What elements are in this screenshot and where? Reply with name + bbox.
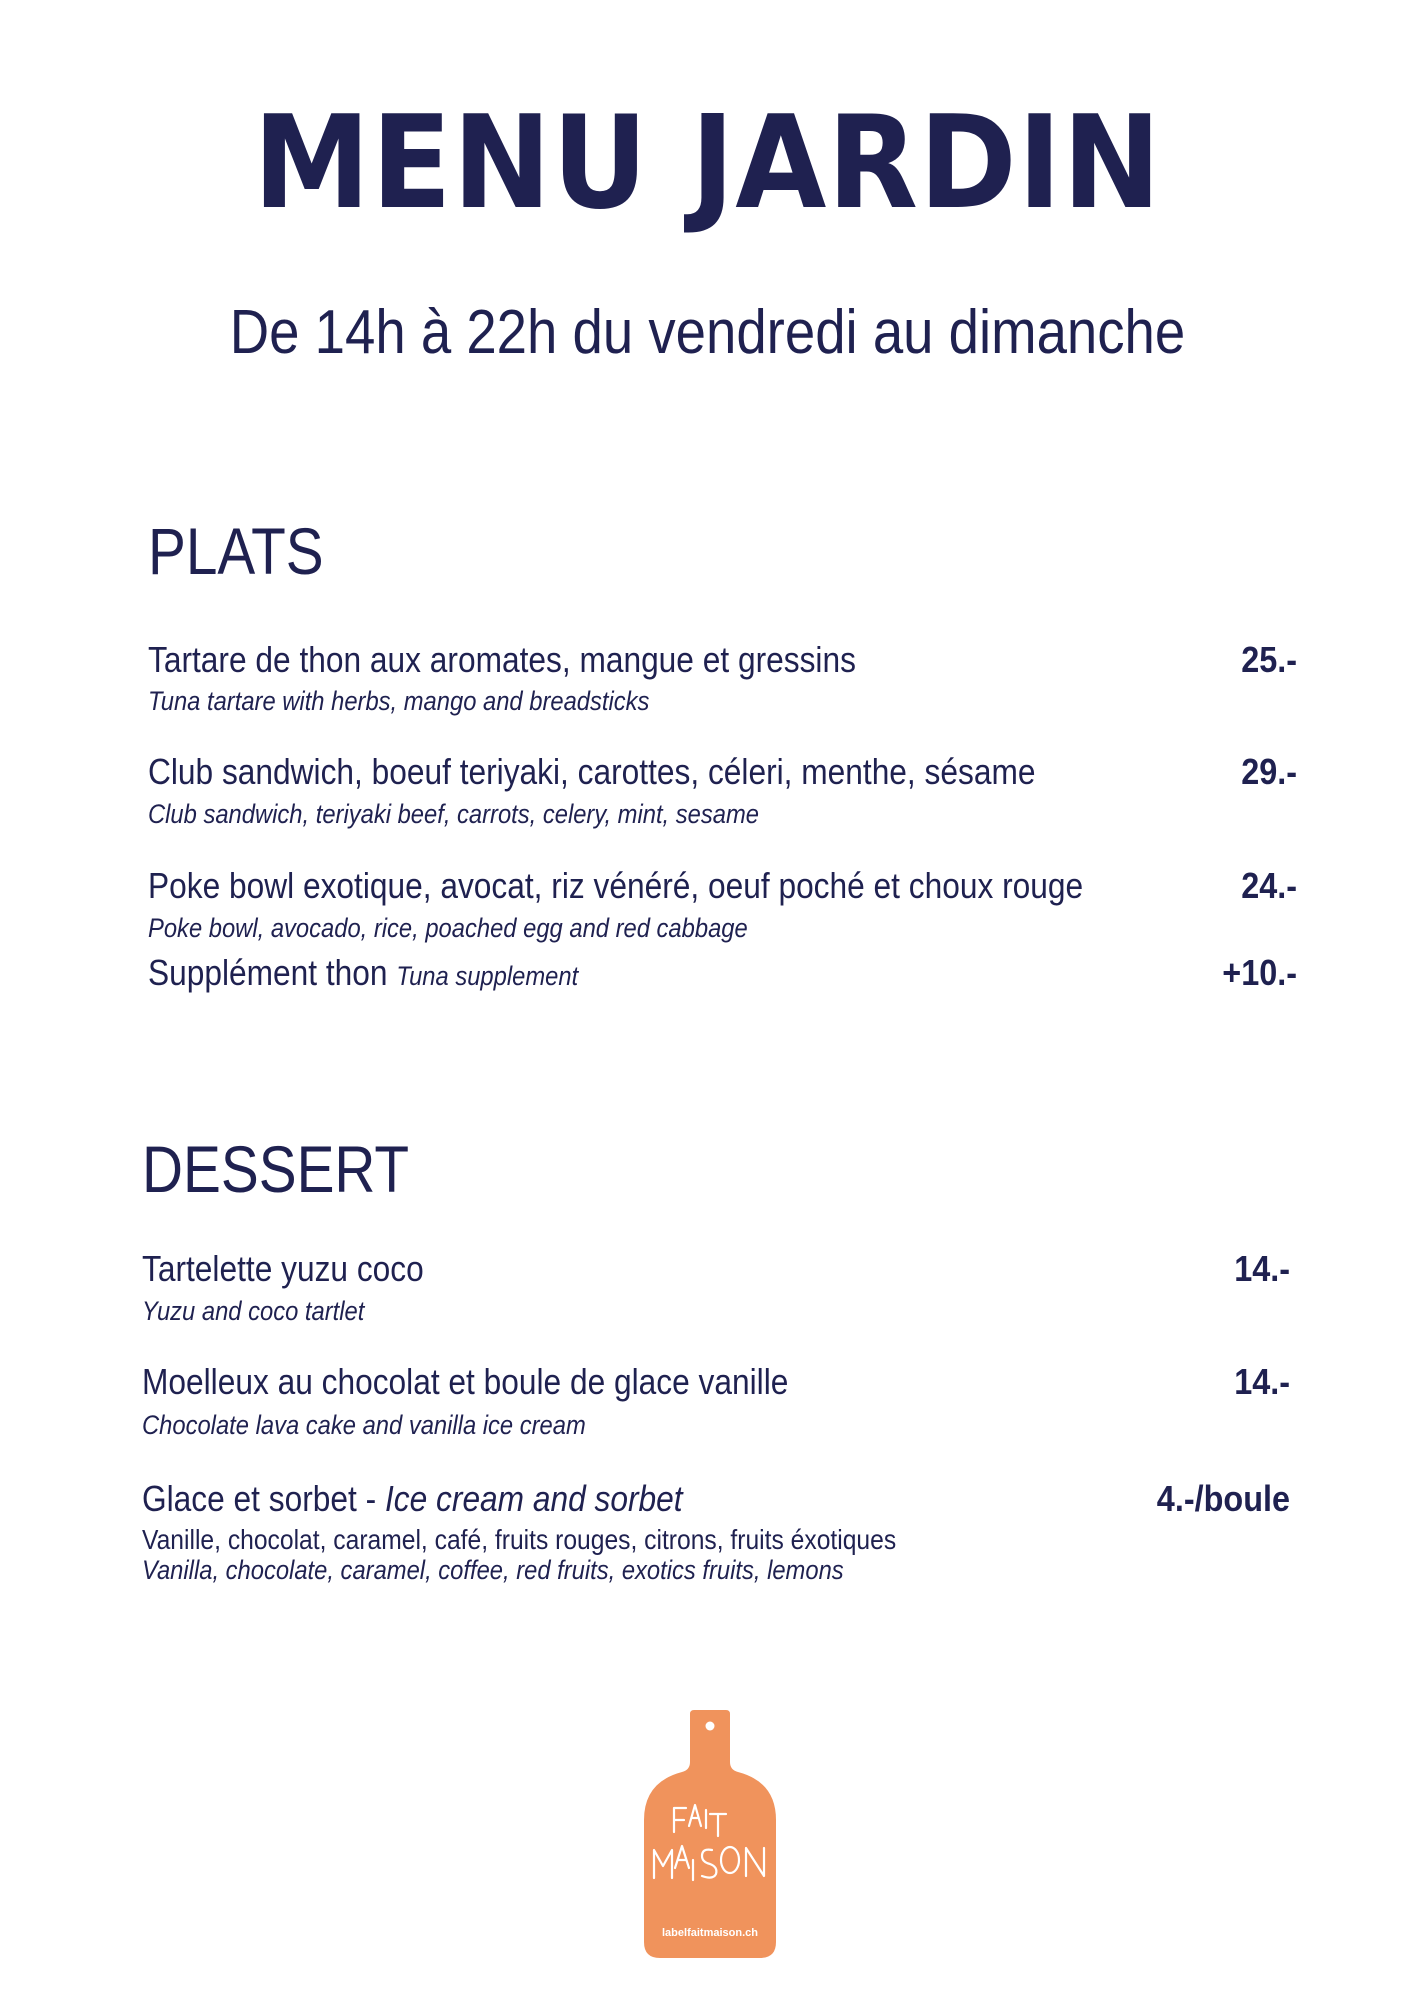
item-translation: Tuna tartare with herbs, mango and breadsticks (148, 686, 650, 716)
item-translation: Club sandwich, teriyaki beef, carrots, celery, mint, sesame (148, 799, 759, 829)
logo-url: labelfaitmaison.ch (662, 1927, 758, 1939)
section-title-plats: PLATS (148, 514, 324, 588)
item-name: Club sandwich, boeuf teriyaki, carottes, céleri, menthe, sésame (148, 751, 1036, 792)
item-name-fr: Glace et sorbet - (142, 1478, 385, 1519)
supplement-price: +10.- (1222, 952, 1297, 993)
item-name: Poke bowl exotique, avocat, riz vénéré, oeuf poché et choux rouge (148, 865, 1084, 906)
cutting-board-logo (640, 1710, 780, 1960)
item-price: 24.- (1241, 865, 1297, 906)
item-price: 25.- (1241, 639, 1297, 680)
item-price: 14.- (1234, 1361, 1290, 1402)
supplement-name: Supplément thon (148, 952, 388, 993)
item-price: 4.-/boule (1156, 1478, 1290, 1519)
item-translation: Chocolate lava cake and vanilla ice cream (142, 1410, 586, 1440)
item-name (142, 1478, 683, 1519)
item-name: Tartelette yuzu coco (142, 1248, 424, 1289)
supplement-line (148, 952, 579, 993)
opening-hours: De 14h à 22h du vendredi au dimanche (229, 298, 1186, 367)
page-title: MENU JARDIN (253, 89, 1162, 238)
flavours-en: Vanilla, chocolate, caramel, coffee, red fruits, exotics fruits, lemons (142, 1555, 844, 1585)
section-title-dessert: DESSERT (142, 1132, 410, 1206)
item-name: Tartare de thon aux aromates, mangue et gressins (148, 639, 856, 680)
item-name-en: Ice cream and sorbet (384, 1478, 683, 1519)
item-translation: Poke bowl, avocado, rice, poached egg and red cabbage (148, 913, 748, 943)
item-price: 29.- (1241, 751, 1297, 792)
item-name: Moelleux au chocolat et boule de glace vanille (142, 1361, 789, 1402)
item-translation: Yuzu and coco tartlet (142, 1296, 365, 1326)
flavours-fr: Vanille, chocolat, caramel, café, fruits rouges, citrons, fruits éxotiques (142, 1524, 897, 1555)
supplement-translation: Tuna supplement (396, 961, 579, 991)
item-price: 14.- (1234, 1248, 1290, 1289)
